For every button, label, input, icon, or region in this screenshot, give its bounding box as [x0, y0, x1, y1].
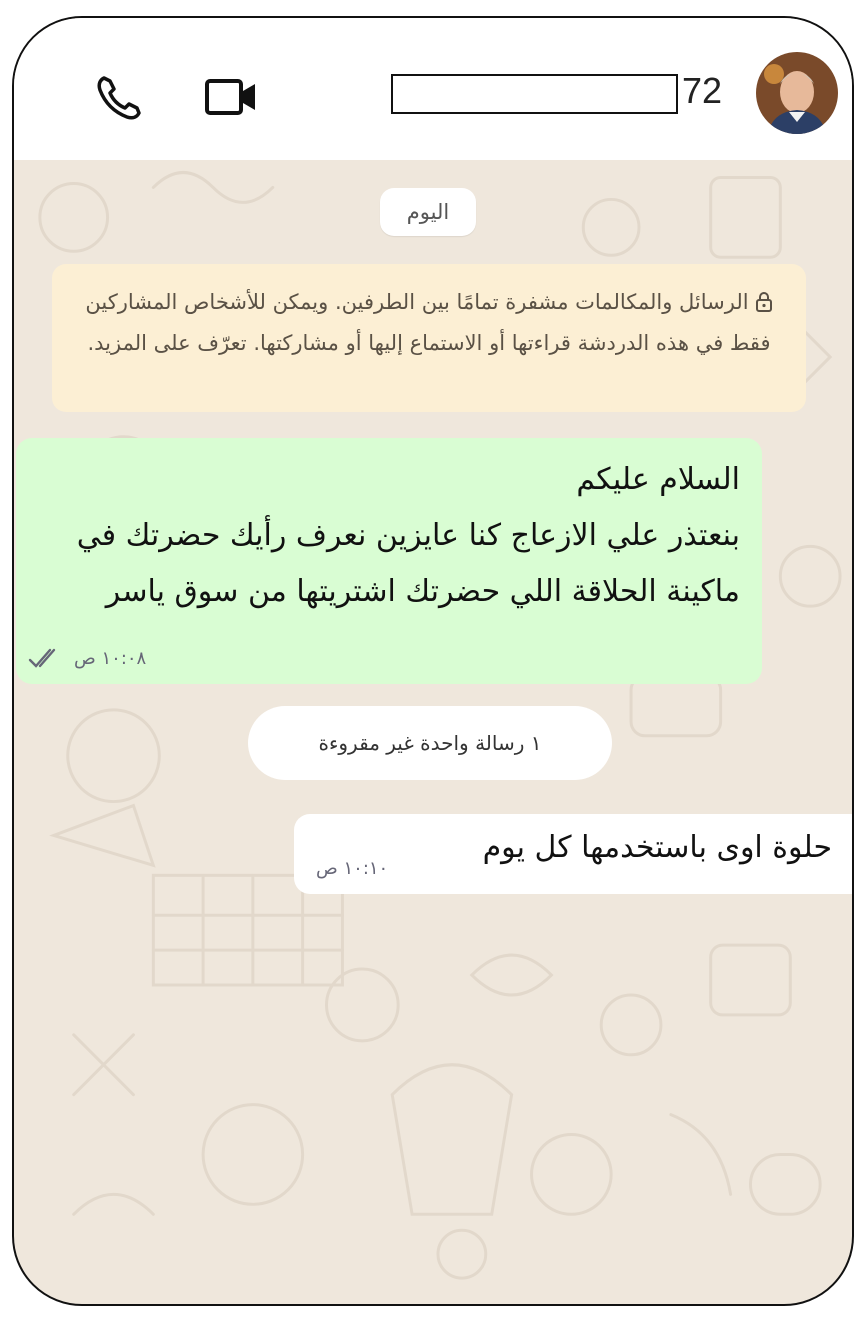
outgoing-message-meta: [26, 646, 146, 670]
incoming-message[interactable]: [294, 814, 854, 894]
outgoing-message-text: السلام عليكم بنعتذر علي الازعاج كنا عايزين نعرف رأيك حضرتك في ماكينة الحلاقة اللي حضرتك اشتريتها من سوق ياسر: [76, 462, 740, 609]
encryption-notice[interactable]: [52, 264, 806, 412]
double-check-icon: [26, 646, 66, 670]
video-call-icon[interactable]: [204, 76, 260, 118]
encryption-text: الرسائل والمكالمات مشفرة تمامًا بين الطرفين. ويمكن للأشخاص المشاركين فقط في هذه الدردشة قراءتها أو الاستماع إليها أو مشاركتها. تعرّف على المزيد.: [85, 290, 771, 355]
outgoing-message-time: ١٠:٠٨ ص: [74, 647, 147, 669]
incoming-message-time: ١٠:١٠ ص: [316, 858, 389, 879]
contact-avatar[interactable]: [756, 52, 838, 134]
incoming-message-text: حلوة اوى باستخدمها كل يوم: [482, 830, 832, 865]
lock-icon: [755, 292, 773, 312]
phone-icon[interactable]: [94, 72, 144, 122]
redacted-name-box: [391, 74, 678, 114]
chat-header: [14, 18, 852, 160]
phone-frame: [12, 16, 854, 1306]
outgoing-message[interactable]: [16, 438, 762, 684]
date-separator: اليوم: [380, 188, 476, 236]
contact-name[interactable]: 72: [682, 70, 723, 111]
unread-messages-label: ١ رسالة واحدة غير مقروءة: [248, 706, 612, 780]
